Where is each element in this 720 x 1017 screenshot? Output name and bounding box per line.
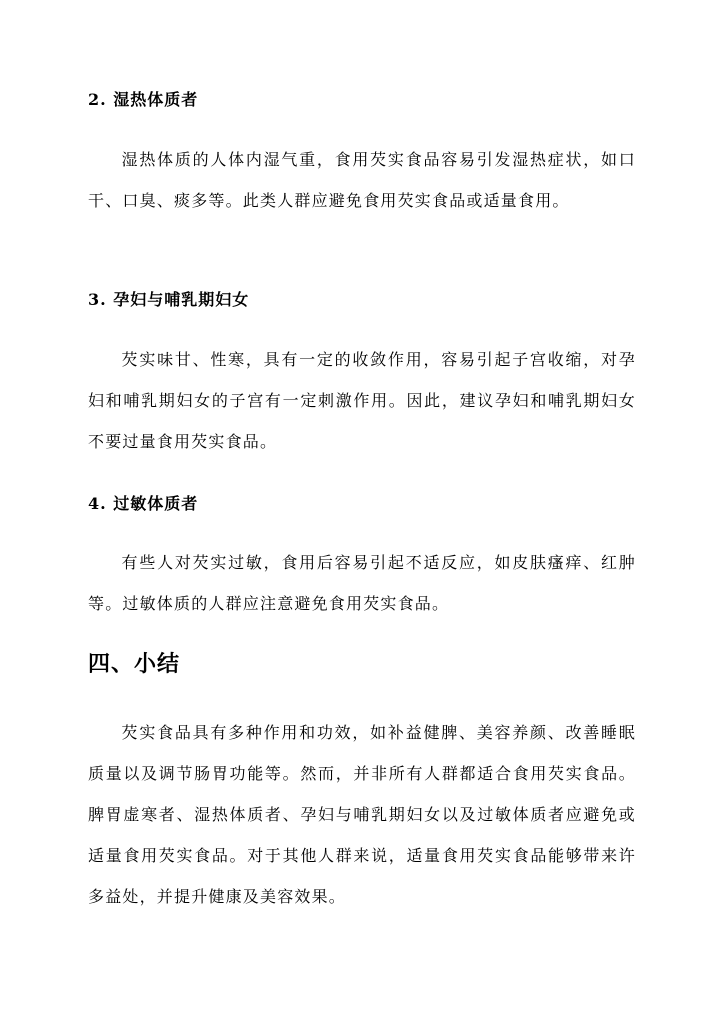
paragraph-text: 湿热体质的人体内湿气重，食用芡实食品容易引发湿热症状，如口干、口臭、痰多等。此类人群应避免食用芡实食品或适量食用。 (88, 150, 636, 210)
section-paragraph-pregnant (88, 339, 636, 462)
section-heading-damp-heat: 2. 湿热体质者 (88, 90, 199, 109)
paragraph-text: 芡实食品具有多种作用和功效，如补益健脾、美容养颜、改善睡眠质量以及调节肠胃功能等。然而，并非所有人群都适合食用芡实食品。脾胃虚寒者、湿热体质者、孕妇与哺乳期妇女以及过敏体质者应避免或适量食用芡实食品。对于其他人群来说，适量食用芡实食品能够带来许多益处，并提升健康及美容效果。 (88, 723, 636, 906)
section-heading-pregnant: 3. 孕妇与哺乳期妇女 (88, 290, 250, 309)
section-paragraph-allergy (88, 542, 636, 624)
section-heading-allergy: 4. 过敏体质者 (88, 494, 199, 513)
summary-paragraph (88, 712, 636, 917)
paragraph-text: 有些人对芡实过敏，食用后容易引起不适反应，如皮肤瘙痒、红肿等。过敏体质的人群应注意避免食用芡实食品。 (88, 553, 636, 613)
paragraph-text: 芡实味甘、性寒，具有一定的收敛作用，容易引起子宫收缩，对孕妇和哺乳期妇女的子宫有一定刺激作用。因此，建议孕妇和哺乳期妇女不要过量食用芡实食品。 (88, 350, 636, 451)
section-paragraph-damp-heat (88, 139, 636, 221)
summary-heading: 四、小结 (88, 651, 181, 677)
